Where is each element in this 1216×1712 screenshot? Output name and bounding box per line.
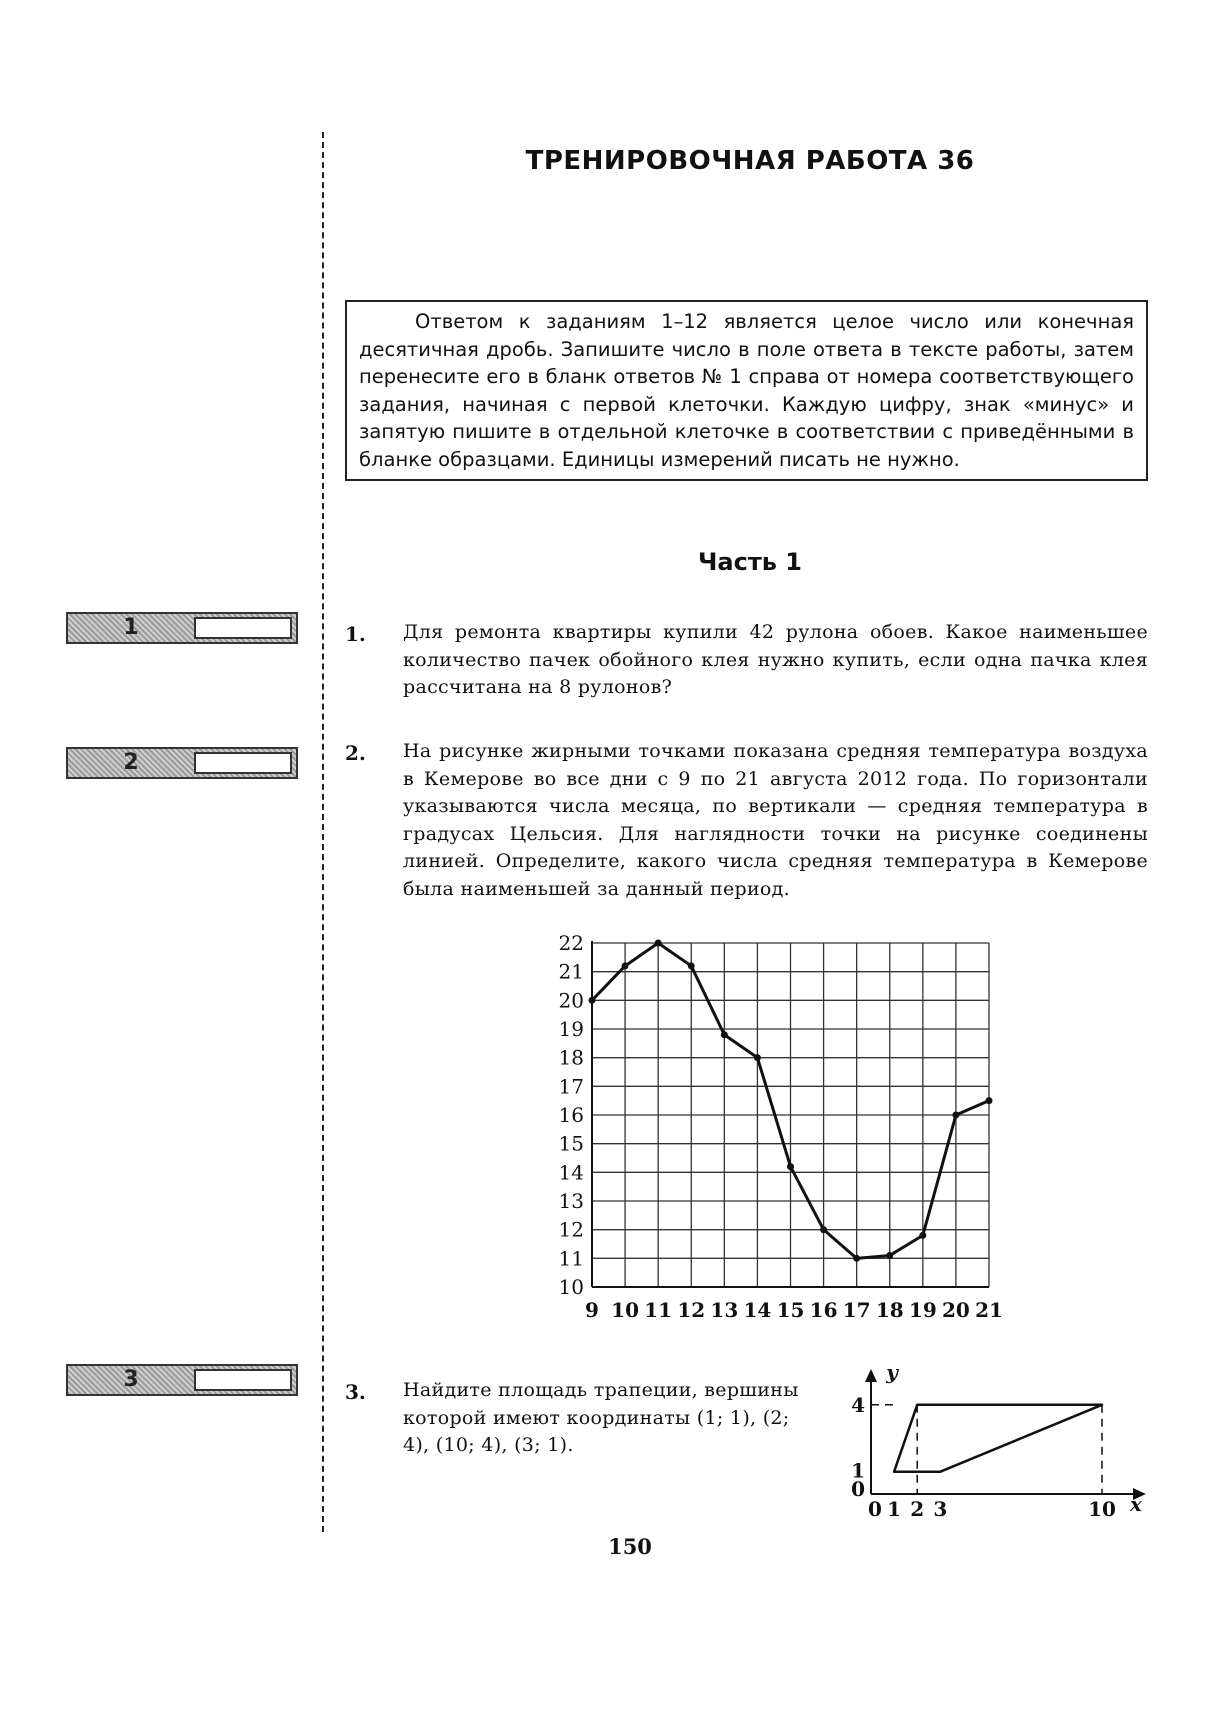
question-text: Найдите площадь трапеции, вершины которой имеют координаты (1; 1), (2; 4), (10; 4), (3; 1). [403,1379,799,1456]
data-point [688,962,695,969]
x-tick-label: 14 [743,1298,772,1322]
x-tick-label: 13 [710,1298,739,1322]
y-tick-label: 19 [558,1017,584,1041]
x-tick-label: 2 [910,1497,925,1521]
y-tick-label: 20 [558,988,584,1013]
question-number: 3. [345,1380,366,1404]
x-tick-label: 10 [1088,1497,1116,1521]
x-tick-label: 3 [933,1497,948,1521]
x-tick-label: 1 [887,1497,902,1521]
answer-box-number: 2 [123,750,139,775]
trapezoid-shape [894,1405,1102,1472]
page-number: 150 [608,1534,652,1559]
question-text: Для ремонта квартиры купили 42 рулона обоев. Какое наименьшее количество пачек обойного клея нужно купить, если одна пачка клея рассчитана на 8 рулонов? [403,621,1148,698]
x-tick-label: 16 [809,1298,838,1322]
x-tick-label: 20 [941,1298,970,1322]
y-tick-label: 12 [558,1217,584,1242]
x-tick-label: 21 [975,1298,1003,1322]
question-number: 1. [345,622,366,646]
data-point [853,1255,860,1262]
y-tick-label: 15 [558,1131,584,1156]
answer-box-number: 1 [123,615,139,640]
y-tick-label: 22 [558,931,584,955]
data-point [919,1232,926,1239]
y-tick-label: 0 [851,1477,865,1501]
instructions-box: Ответом к заданиям 1–12 является целое число или конечная десятичная дробь. Запишите число в поле ответа в тексте работы, затем перенесите его в бланк ответов № 1 справа от номера соответствующего задания, начиная с первой клеточки. Каждую цифру, знак «минус» и запятую пишите в отдельной клеточке в соответствии с приведёнными в бланке образцами. Единицы измерений писать не нужно. [345,300,1148,481]
answer-box-number: 3 [123,1367,139,1392]
x-axis-label: x [1130,1492,1142,1516]
x-tick-label: 12 [677,1298,706,1322]
y-tick-label: 17 [558,1074,584,1099]
data-point [721,1031,728,1038]
data-point [589,997,596,1004]
y-axis-label: y [886,1360,898,1384]
x-tick-label: 17 [842,1298,871,1322]
x-tick-label: 10 [611,1298,640,1322]
y-tick-label: 14 [558,1160,584,1185]
question-number: 2. [345,741,366,765]
x-tick-label: 18 [875,1298,904,1322]
x-tick-label: 0 [868,1497,882,1521]
temp-chart-plot [559,931,1003,1322]
x-tick-label: 19 [908,1298,937,1322]
y-tick-label: 10 [558,1275,584,1299]
data-point [622,962,629,969]
part-title: Часть 1 [698,548,802,576]
y-tick-label: 1 [851,1458,865,1483]
data-point [787,1163,794,1170]
y-tick-label: 4 [851,1392,865,1417]
y-axis-arrow [865,1369,877,1382]
y-tick-label: 21 [558,959,584,984]
data-point [986,1097,993,1104]
y-tick-label: 16 [558,1103,584,1127]
trapezoid-diagram [851,1360,1146,1521]
y-tick-label: 18 [558,1045,584,1070]
data-point [754,1054,761,1061]
data-point [655,940,662,947]
y-tick-label: 13 [558,1189,584,1213]
page-title: ТРЕНИРОВОЧНАЯ РАБОТА 36 [525,146,975,176]
x-tick-label: 9 [585,1298,599,1322]
data-point [952,1112,959,1119]
data-point [820,1226,827,1233]
question-text: На рисунке жирными точками показана средняя температура воздуха в Кемерове во все дни с 9 по 21 августа 2012 года. По горизонтали указываются числа месяца, по вертикали — средняя температура в градусах Цельсия. Для наглядности точки на рисунке соединены линией. Определите, какого числа средняя температура в Кемерове была наименьшей за данный период. [403,740,1148,900]
y-tick-label: 11 [558,1246,584,1271]
data-point [886,1252,893,1259]
x-tick-label: 11 [644,1298,673,1322]
x-tick-label: 15 [776,1298,805,1322]
